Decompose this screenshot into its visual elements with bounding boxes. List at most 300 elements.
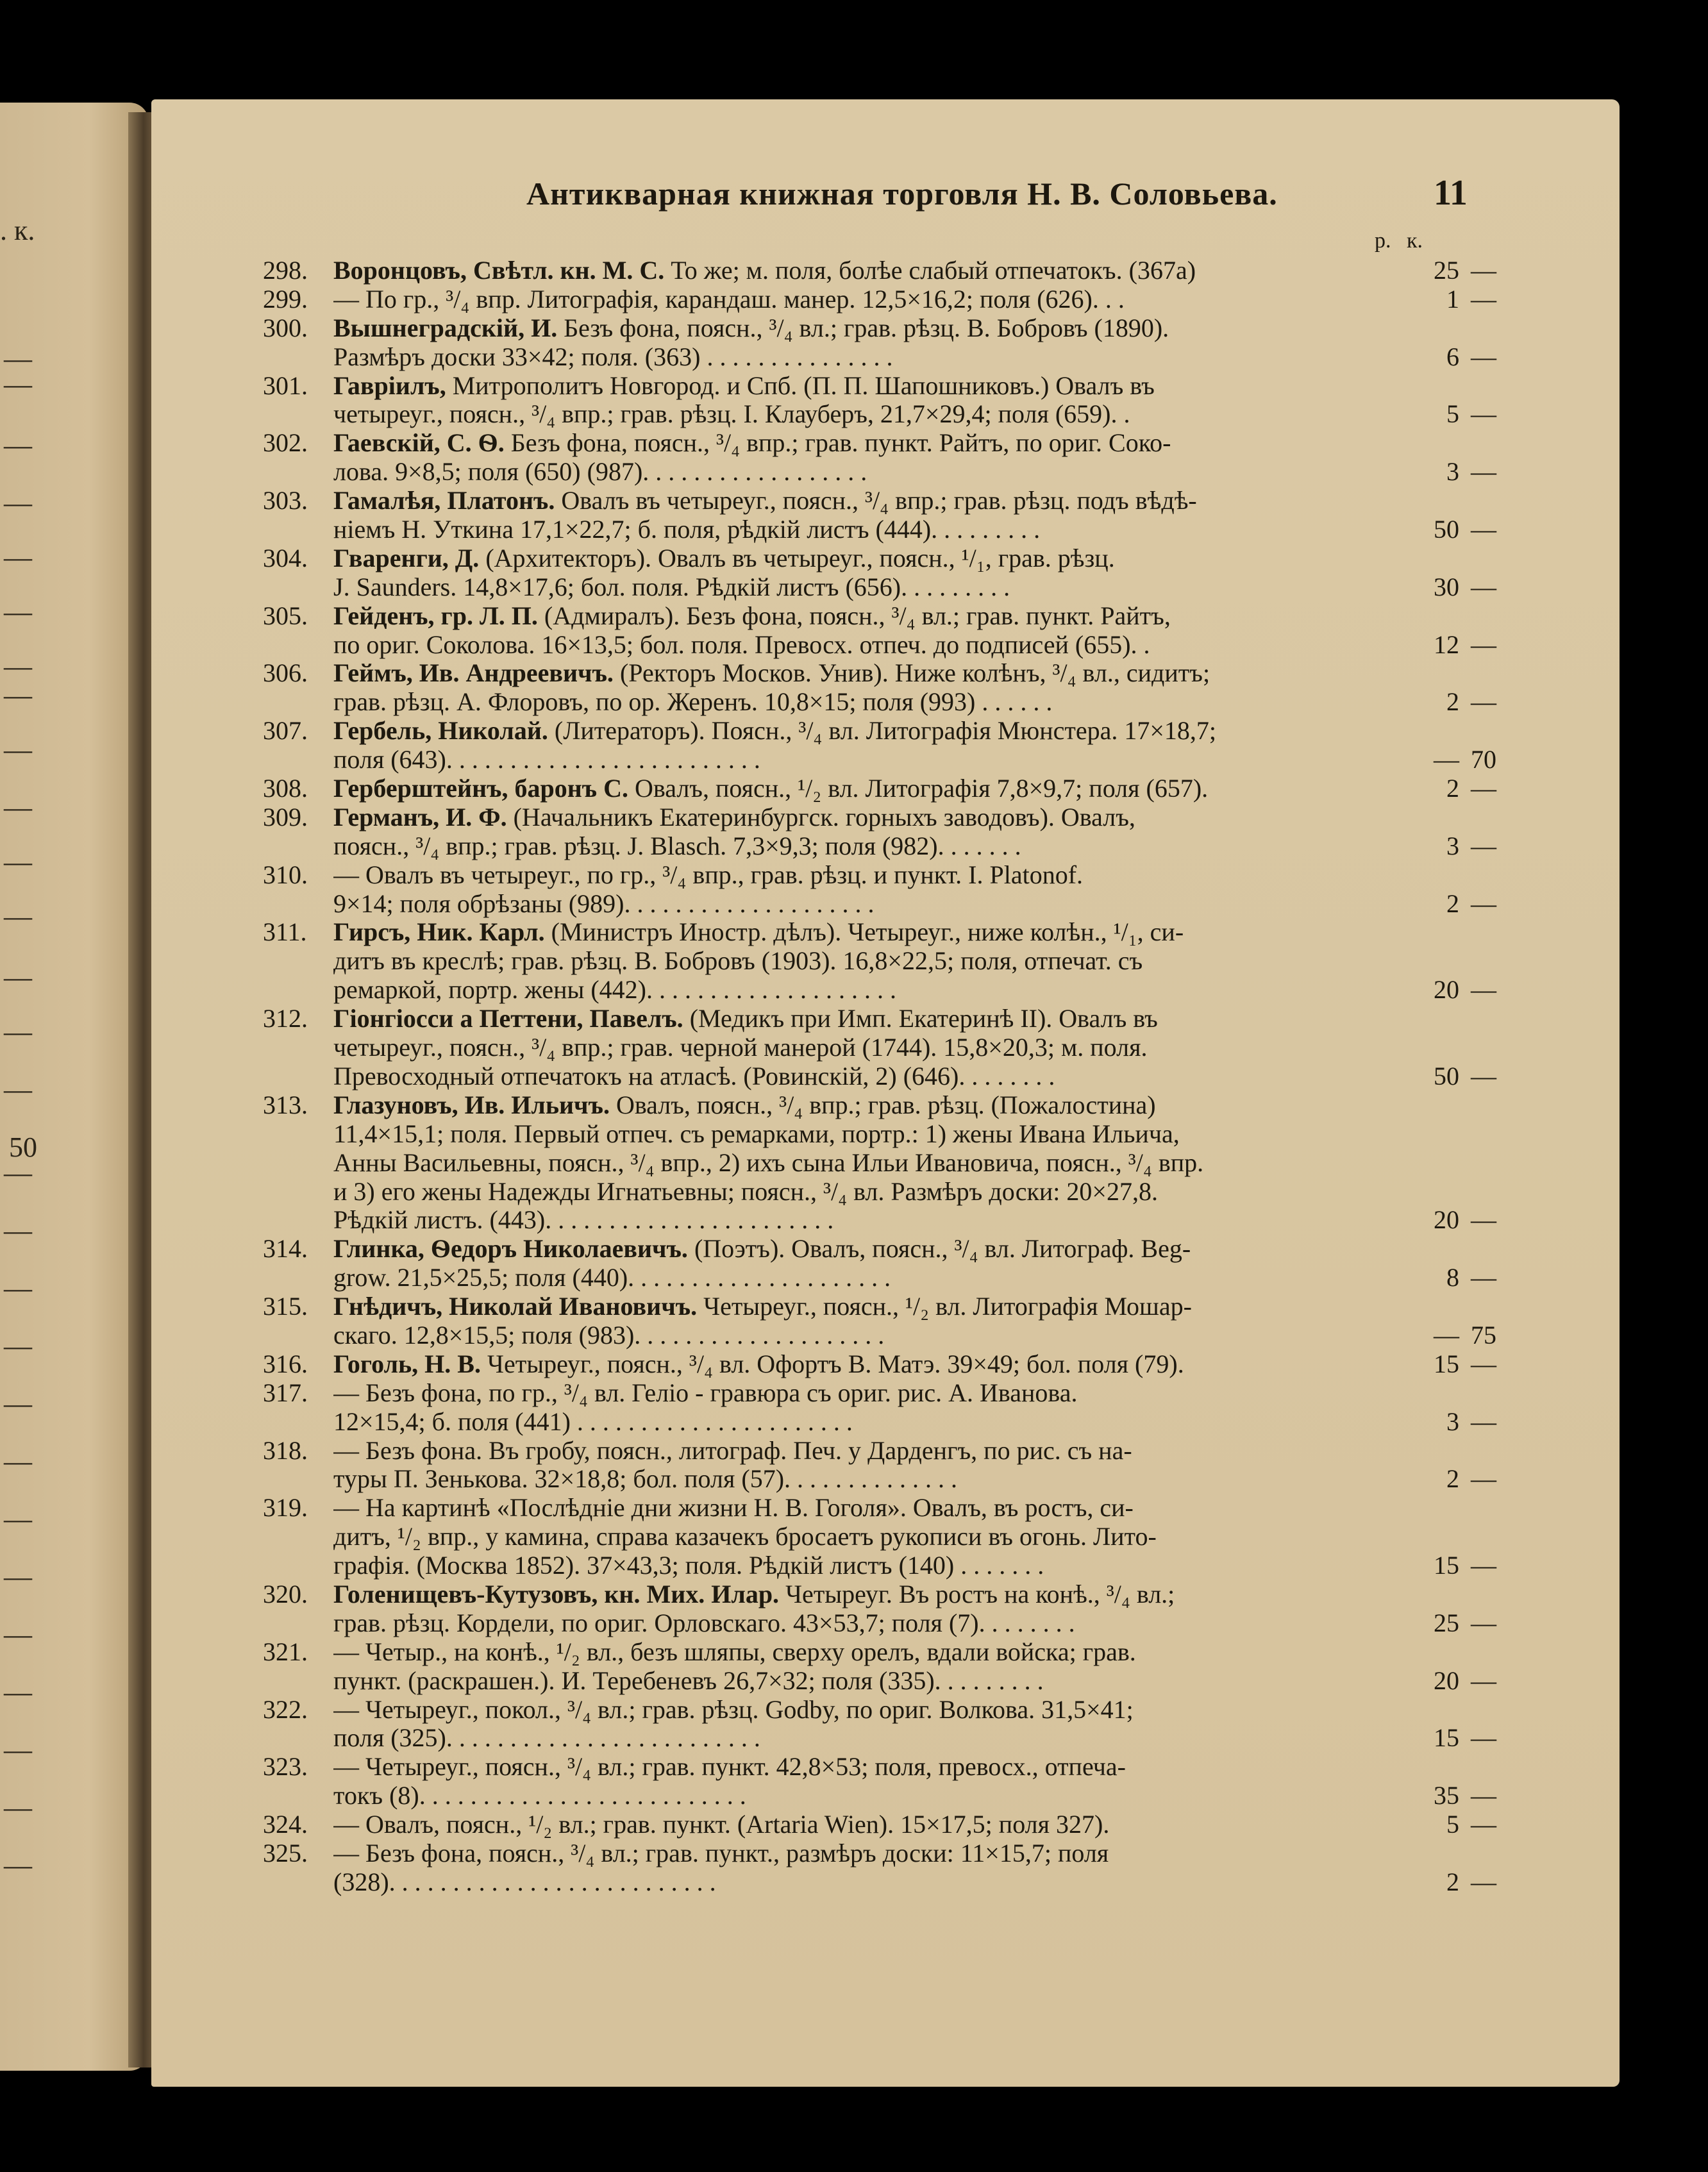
catalog-entry [151,1839,1620,1897]
price-rubles: 2 [1446,1867,1459,1896]
entry-description: грав. рѣзц. А. Флоровъ, по ор. Жеренъ. 10,8×15; поля (993) . . . . . . [333,688,1053,717]
catalog-entry [151,602,1620,660]
price-rubles: 8 [1446,1263,1459,1292]
left-page-mark: — [4,1503,32,1535]
catalog-entry [151,1437,1620,1494]
price-rubles: 3 [1446,1407,1459,1436]
price-kopecks: — [1471,1810,1496,1839]
price-kopecks: — [1471,1407,1496,1436]
price-kopecks: — [1471,774,1496,803]
entry-text [333,544,1532,573]
entry-number: 299. [263,284,308,313]
entry-name: Глинка, Ѳедоръ Николаевичъ. [333,1235,688,1264]
entry-description: (Начальникъ Екатеринбургск. горныхъ заводовъ). Овалъ, [507,803,1135,831]
page-header [151,175,1620,226]
entry-line [151,1465,1620,1494]
left-page-mark: — [4,1850,32,1881]
entry-line [151,774,1620,803]
left-page-mark: — [4,901,32,932]
left-page-mark: — [4,1215,32,1246]
entry-description: — Овалъ въ четыреуг., по гр., ³/₄ впр., грав. рѣзц. и пункт. I. Platonof. [333,860,1084,889]
entry-text [333,1120,1532,1149]
entry-text [333,1149,1532,1178]
left-page-mark: — [4,1676,32,1708]
entry-description: лова. 9×8,5; поля (650) (987). . . . . . . . . . . . . . . . . . [333,458,867,487]
entry-number: 316. [263,1349,308,1378]
catalog-entry [151,1580,1620,1638]
entry-text [333,487,1532,515]
entry-number: 307. [263,716,308,746]
entry-description: Рѣдкій листъ. (443). . . . . . . . . . . . . . . . . . . . . . . [333,1206,834,1235]
entry-number: 301. [263,371,308,400]
entry-line [151,1206,1620,1235]
entry-line [151,659,1620,688]
entry-text [333,1264,1532,1292]
entry-number: 313. [263,1090,308,1119]
entry-number: 323. [263,1752,308,1782]
left-page-mark: — [4,1561,32,1592]
entry-text [333,1580,1532,1609]
entry-description: четыреуг., поясн., ³/₄ впр.; грав. рѣзц. І. Клауберъ, 21,7×29,4; поля (659). . [333,400,1130,429]
entry-line [151,1868,1620,1897]
entry-line [151,832,1620,861]
entry-line [151,285,1620,314]
entry-text [333,1379,1532,1408]
catalog-entry [151,372,1620,430]
entry-description: поясн., ³/₄ впр.; грав. рѣзц. J. Blasch. 7,3×9,3; поля (982). . . . . . . [333,831,1021,860]
price-rubles: 20 [1434,1205,1459,1235]
entry-line [151,343,1620,372]
price-rubles: 15 [1434,1723,1459,1753]
catalog-entry [151,1494,1620,1580]
entry-text [333,1437,1532,1466]
entry-line [151,372,1620,401]
entry-text [333,659,1532,688]
entry-description: (Архитекторъ). Овалъ въ четыреуг., поясн., ¹/₁, грав. рѣзц. [479,544,1115,572]
price-rubles: 5 [1446,399,1459,429]
entry-description: Размѣръ доски 33×42; поля. (363) . . . . . . . . . . . . . . . [333,342,893,371]
entry-line [151,1149,1620,1178]
price-kopecks: — [1471,457,1496,487]
entry-line [151,890,1620,919]
entry-name: Вышнеградскій, И. [333,313,558,342]
price-rubles: — [1434,1320,1459,1349]
price-kopecks: — [1471,284,1496,313]
price-rubles: 5 [1446,1810,1459,1839]
left-page-mark: — [4,1074,32,1105]
catalog-entry [151,1696,1620,1753]
entry-description: ремаркой, портр. жены (442). . . . . . . . . . . . . . . . . . . . [333,976,896,1005]
entry-text [333,1551,1532,1580]
entry-description: графія. (Москва 1852). 37×43,3; поля. Рѣдкій листъ (140) . . . . . . . [333,1551,1044,1580]
entry-description: четыреуг., поясн., ³/₄ впр.; грав. черной манерой (1744). 15,8×20,3; м. поля. [333,1033,1148,1062]
entry-description: 11,4×15,1; поля. Первый отпеч. съ ремарками, портр.: 1) жены Ивана Ильича, [333,1119,1180,1148]
entry-line [151,1321,1620,1350]
entry-name: Гербель, Николай. [333,717,548,746]
entry-line [151,631,1620,660]
entry-number: 322. [263,1694,308,1724]
entry-text [333,1609,1532,1638]
entry-number: 325. [263,1838,308,1867]
catalog-entry [151,544,1620,602]
entry-text [333,774,1532,803]
entry-name: Германъ, И. Ф. [333,803,507,831]
entry-line [151,458,1620,487]
entry-description: (Ректоръ Москов. Унив). Ниже колѣнъ, ³/₄ вл., сидитъ; [613,659,1210,688]
entry-description: J. Saunders. 14,8×17,6; бол. поля. Рѣдкій листъ (656). . . . . . . . . [333,572,1010,601]
entry-description: и 3) его жены Надежды Игнатьевны; поясн., ³/₄ вл. Размѣръ доски: 20×27,8. [333,1177,1158,1206]
catalog-entry [151,285,1620,314]
price-rubles: — [1434,745,1459,774]
entry-line [151,1696,1620,1725]
entry-text [333,631,1532,660]
catalog-entry [151,314,1620,372]
entry-text [333,1782,1532,1810]
catalog-entry [151,429,1620,487]
entry-line [151,429,1620,458]
catalog-entry [151,1379,1620,1437]
entry-line [151,1551,1620,1580]
entry-description: — Четыр., на конѣ., ¹/₂ вл., безъ шляпы, сверху орелъ, вдали войска; грав. [333,1637,1136,1666]
entry-line [151,1839,1620,1868]
entry-line [151,1350,1620,1379]
entry-text [333,861,1532,890]
catalog-entry [151,918,1620,1005]
entry-text [333,1178,1532,1207]
price-rubles: 2 [1446,1464,1459,1494]
entry-text [333,947,1532,976]
entry-description: по ориг. Соколова. 16×13,5; бол. поля. Превосх. отпеч. до подписей (655). . [333,630,1150,659]
price-kopecks: — [1471,342,1496,371]
catalog-entry [151,659,1620,717]
left-page-mark: — [4,430,32,461]
entry-text [333,1062,1532,1091]
entry-line [151,1235,1620,1264]
entry-text [333,1033,1532,1062]
entry-text [333,976,1532,1005]
entry-line [151,688,1620,717]
left-page-mark: — [4,734,32,765]
price-rubles: 50 [1434,515,1459,544]
catalog-entry [151,256,1620,285]
price-kopecks: — [1471,256,1496,285]
entry-description: Овалъ, поясн., ¹/₂ вл. Литографія 7,8×9,7; поля (657). [628,774,1209,803]
entry-line [151,861,1620,890]
entry-description: Превосходный отпечатокъ на атласѣ. (Ровинскій, 2) (646). . . . . . . . [333,1062,1055,1090]
price-kopecks: — [1471,1666,1496,1695]
entry-description: Четыреуг., поясн., ³/₄ вл. Офортъ В. Матэ. 39×49; бол. поля (79). [480,1349,1184,1378]
entry-line [151,1033,1620,1062]
entry-description: Анны Васильевны, поясн., ³/₄ впр., 2) ихъ сына Ильи Ивановича, поясн., ³/₄ впр. [333,1148,1204,1177]
entry-text [333,1868,1532,1897]
price-rubles: 25 [1434,1608,1459,1637]
entry-name: Гваренги, Д. [333,544,480,572]
price-rubles: 2 [1446,774,1459,803]
entry-description: (Министръ Иностр. дѣлъ). Четыреуг., ниже колѣн., ¹/₁, си- [544,918,1184,947]
price-kopecks: — [1471,687,1496,717]
entry-description: дитъ, ¹/₂ впр., у камина, справа казачекъ бросаетъ рукописи въ огонь. Лито- [333,1523,1157,1551]
entry-line [151,1810,1620,1839]
entry-line [151,1638,1620,1667]
left-page-marks [0,0,90,2172]
entry-text [333,400,1532,429]
entry-text [333,1292,1532,1321]
entry-number: 306. [263,658,308,688]
entry-description: туры П. Зенькова. 32×18,8; бол. поля (57). . . . . . . . . . . . . . [333,1465,958,1494]
price-rubles: 2 [1446,687,1459,717]
left-page-mark: — [4,680,32,711]
entry-text [333,1005,1532,1033]
left-page-mark: — [4,1792,32,1823]
price-kopecks: — [1471,1867,1496,1896]
price-rubles: 30 [1434,572,1459,601]
entry-text [333,1839,1532,1868]
entry-text [333,1321,1532,1350]
catalog-entry [151,1005,1620,1091]
price-rubles: 12 [1434,630,1459,659]
entry-number: 317. [263,1378,308,1407]
entry-line [151,918,1620,947]
left-page-mark: — [4,1734,32,1766]
entry-line [151,1379,1620,1408]
catalog-entry [151,1810,1620,1839]
entry-text [333,717,1532,746]
price-kopecks: — [1471,975,1496,1005]
entry-description: — Четыреуг., поясн., ³/₄ вл.; грав. пункт. 42,8×53; поля, превосх., отпеча- [333,1753,1126,1782]
entry-description: — Безъ фона, поясн., ³/₄ вл.; грав. пункт., размѣръ доски: 11×15,7; поля [333,1839,1109,1867]
price-rubles: 6 [1446,342,1459,371]
entry-number: 308. [263,774,308,803]
price-rubles: 50 [1434,1061,1459,1090]
entry-line [151,803,1620,832]
entry-text [333,918,1532,947]
entry-description: — Овалъ, поясн., ¹/₂ вл.; грав. пункт. (Artaria Wien). 15×17,5; поля 327). [333,1810,1110,1839]
entry-line [151,1782,1620,1810]
entry-description: поля (325). . . . . . . . . . . . . . . . . . . . . . . . . [333,1724,760,1753]
entry-number: 314. [263,1234,308,1264]
entry-text [333,256,1532,285]
entry-name: Воронцовъ, Свѣтл. кн. М. С. [333,256,665,285]
entry-line [151,1091,1620,1120]
entry-line [151,1523,1620,1551]
entry-number: 300. [263,313,308,342]
entry-description: (328). . . . . . . . . . . . . . . . . . . . . . . . . . [333,1867,716,1896]
entry-description: Овалъ, поясн., ³/₄ впр.; грав. рѣзц. (Пожалостина) [609,1090,1156,1119]
entry-line [151,602,1620,631]
price-rubles: 20 [1434,975,1459,1005]
entry-description: То же; м. поля, болѣе слабый отпечатокъ. (367а) [664,256,1196,285]
entry-text [333,832,1532,861]
entry-description: (Медикъ при Имп. Екатеринѣ II). Овалъ въ [683,1005,1158,1033]
entry-text [333,890,1532,919]
price-kopecks: — [1471,572,1496,601]
entry-text [333,1667,1532,1696]
entry-name: Гавріилъ, [333,371,446,400]
entry-description: 9×14; поля обрѣзаны (989). . . . . . . . . . . . . . . . . . . . [333,889,875,918]
price-rubles: 3 [1446,457,1459,487]
entry-description: Безъ фона, поясн., ³/₄ впр.; грав. пункт. Райтъ, по ориг. Соко- [504,429,1171,458]
price-rubles: 1 [1446,284,1459,313]
entry-line [151,573,1620,602]
entry-number: 319. [263,1493,308,1523]
entry-text [333,458,1532,487]
price-kopecks: — [1471,1551,1496,1580]
entry-text [333,1350,1532,1379]
price-kopecks: 70 [1471,745,1496,774]
entry-line [151,1062,1620,1091]
left-page-mark: 50 [9,1132,37,1163]
entry-line [151,1120,1620,1149]
entry-number: 304. [263,543,308,572]
entry-line [151,314,1620,343]
entry-number: 312. [263,1004,308,1033]
entry-number: 321. [263,1637,308,1666]
entry-number: 324. [263,1810,308,1839]
entry-line [151,544,1620,573]
price-rubles: 3 [1446,831,1459,860]
entry-name: Герберштейнъ, баронъ С. [333,774,628,803]
entry-text [333,1465,1532,1494]
left-page-mark: — [4,596,32,628]
left-page-mark: — [4,651,32,682]
page-title: Антикварная книжная торговля Н. В. Соловьева. [526,176,1278,212]
entry-line [151,1667,1620,1696]
entry-line [151,487,1620,515]
entry-line [151,1005,1620,1033]
catalog-entry [151,1350,1620,1379]
entry-text [333,688,1532,717]
entry-text [333,1235,1532,1264]
catalog-entry [151,1235,1620,1292]
entry-line [151,256,1620,285]
entry-number: 309. [263,802,308,831]
price-rubles: 35 [1434,1781,1459,1810]
price-kopecks: — [1471,1061,1496,1090]
price-rubles: 25 [1434,256,1459,285]
left-page-mark: — [4,1446,32,1477]
entry-text [333,746,1532,774]
left-page-mark: — [4,487,32,519]
entry-number: 315. [263,1292,308,1321]
left-page-mark: — [4,542,32,573]
entry-text [333,1638,1532,1667]
entry-description: Четыреуг. Въ ростъ на конѣ., ³/₄ вл.; [779,1580,1175,1608]
entry-line [151,1494,1620,1523]
entry-description: 12×15,4; б. поля (441) . . . . . . . . . . . . . . . . . . . . . . [333,1407,853,1436]
entry-line [151,1292,1620,1321]
left-page-mark: — [4,1330,32,1362]
entry-line [151,976,1620,1005]
catalog-entry [151,1292,1620,1350]
entry-name: Гейденъ, гр. Л. П. [333,601,538,630]
price-kopecks: 75 [1471,1320,1496,1349]
entry-description: скаго. 12,8×15,5; поля (983). . . . . . . . . . . . . . . . . . . . [333,1321,885,1349]
entry-description: — Безъ фона, по гр., ³/₄ вл. Геліо - гравюра съ ориг. рис. А. Иванова. [333,1378,1078,1407]
entry-line [151,400,1620,429]
entry-line [151,1178,1620,1207]
entry-text [333,803,1532,832]
catalog-entry [151,1753,1620,1810]
entry-text [333,1753,1532,1782]
entry-description: Митрополитъ Новгород. и Спб. (П. П. Шапошниковъ.) Овалъ въ [446,371,1155,400]
page-number: 11 [1434,173,1468,213]
entry-number: 305. [263,601,308,630]
entry-text [333,1523,1532,1551]
entry-line [151,1264,1620,1292]
entry-text [333,1810,1532,1839]
entry-line [151,1580,1620,1609]
entry-line [151,515,1620,544]
entry-description: ніемъ Н. Уткина 17,1×22,7; б. поля, рѣдкій листъ (444). . . . . . . . . [333,515,1041,544]
price-rubles: 20 [1434,1666,1459,1695]
entry-description: пункт. (раскрашен.). И. Теребеневъ 26,7×32; поля (335). . . . . . . . . [333,1666,1044,1695]
entry-description: токъ (8). . . . . . . . . . . . . . . . . . . . . . . . . . [333,1782,746,1810]
left-page-mark: — [4,1273,32,1304]
entry-text [333,372,1532,401]
entry-description: грав. рѣзц. Кордели, по ориг. Орловскаго. 43×53,7; поля (7). . . . . . . . [333,1608,1075,1637]
entry-line [151,1408,1620,1437]
entry-text [333,1091,1532,1120]
price-rubles: 2 [1446,889,1459,918]
entry-line [151,746,1620,774]
price-kopecks: — [1471,1608,1496,1637]
price-rubles: 15 [1434,1551,1459,1580]
catalog-entry [151,1638,1620,1696]
price-kopecks: — [1471,1781,1496,1810]
entry-description: Четыреуг., поясн., ¹/₂ вл. Литографія Мошар- [697,1292,1192,1321]
entry-text [333,1696,1532,1725]
entry-description: (Адмиралъ). Безъ фона, поясн., ³/₄ вл.; грав. пункт. Райтъ, [537,601,1171,630]
entry-number: 310. [263,860,308,889]
catalog-page [151,99,1620,2087]
left-page-mark: — [4,1157,32,1189]
price-kopecks: — [1471,630,1496,659]
entry-text [333,573,1532,602]
price-column-header: р. к. [1375,229,1423,253]
price-kopecks: — [1471,1205,1496,1235]
left-page-mark: — [4,1016,32,1048]
entry-description: дитъ въ креслѣ; грав. рѣзц. В. Бобровъ (1903). 16,8×22,5; поля, отпечат. съ [333,947,1143,976]
entry-line [151,1437,1620,1466]
entry-description: (Литераторъ). Поясн., ³/₄ вл. Литографія Мюнстера. 17×18,7; [548,717,1217,746]
entry-name: Геймъ, Ив. Андреевичъ. [333,659,614,688]
entry-name: Голенищевъ-Кутузовъ, кн. Мих. Илар. [333,1580,780,1608]
entry-description: — По гр., ³/₄ впр. Литографія, карандаш. манер. 12,5×16,2; поля (626). . . [333,285,1125,313]
price-kopecks: — [1471,831,1496,860]
left-page-mark: — [4,792,32,823]
entry-text [333,1494,1532,1523]
left-page-mark: — [4,846,32,878]
entry-number: 298. [263,256,308,285]
price-kopecks: — [1471,1723,1496,1753]
entry-description: — Безъ фона. Въ гробу, поясн., литограф. Печ. у Дарденгъ, по рис. съ на- [333,1436,1132,1465]
entry-description: — Четыреуг., покол., ³/₄ вл.; грав. рѣзц. Godby, по ориг. Волкова. 31,5×41; [333,1695,1134,1724]
entry-line [151,947,1620,976]
price-kopecks: — [1471,1263,1496,1292]
entry-line [151,1724,1620,1753]
entry-text [333,1408,1532,1437]
entry-number: 311. [263,917,307,947]
catalog-entry [151,1091,1620,1235]
price-kopecks: — [1471,1349,1496,1378]
entry-number: 303. [263,486,308,515]
price-kopecks: — [1471,889,1496,918]
price-kopecks: — [1471,1464,1496,1494]
entry-line [151,1609,1620,1638]
catalog-entry [151,774,1620,803]
entry-line [151,1753,1620,1782]
entry-name: Гоголь, Н. В. [333,1349,481,1378]
